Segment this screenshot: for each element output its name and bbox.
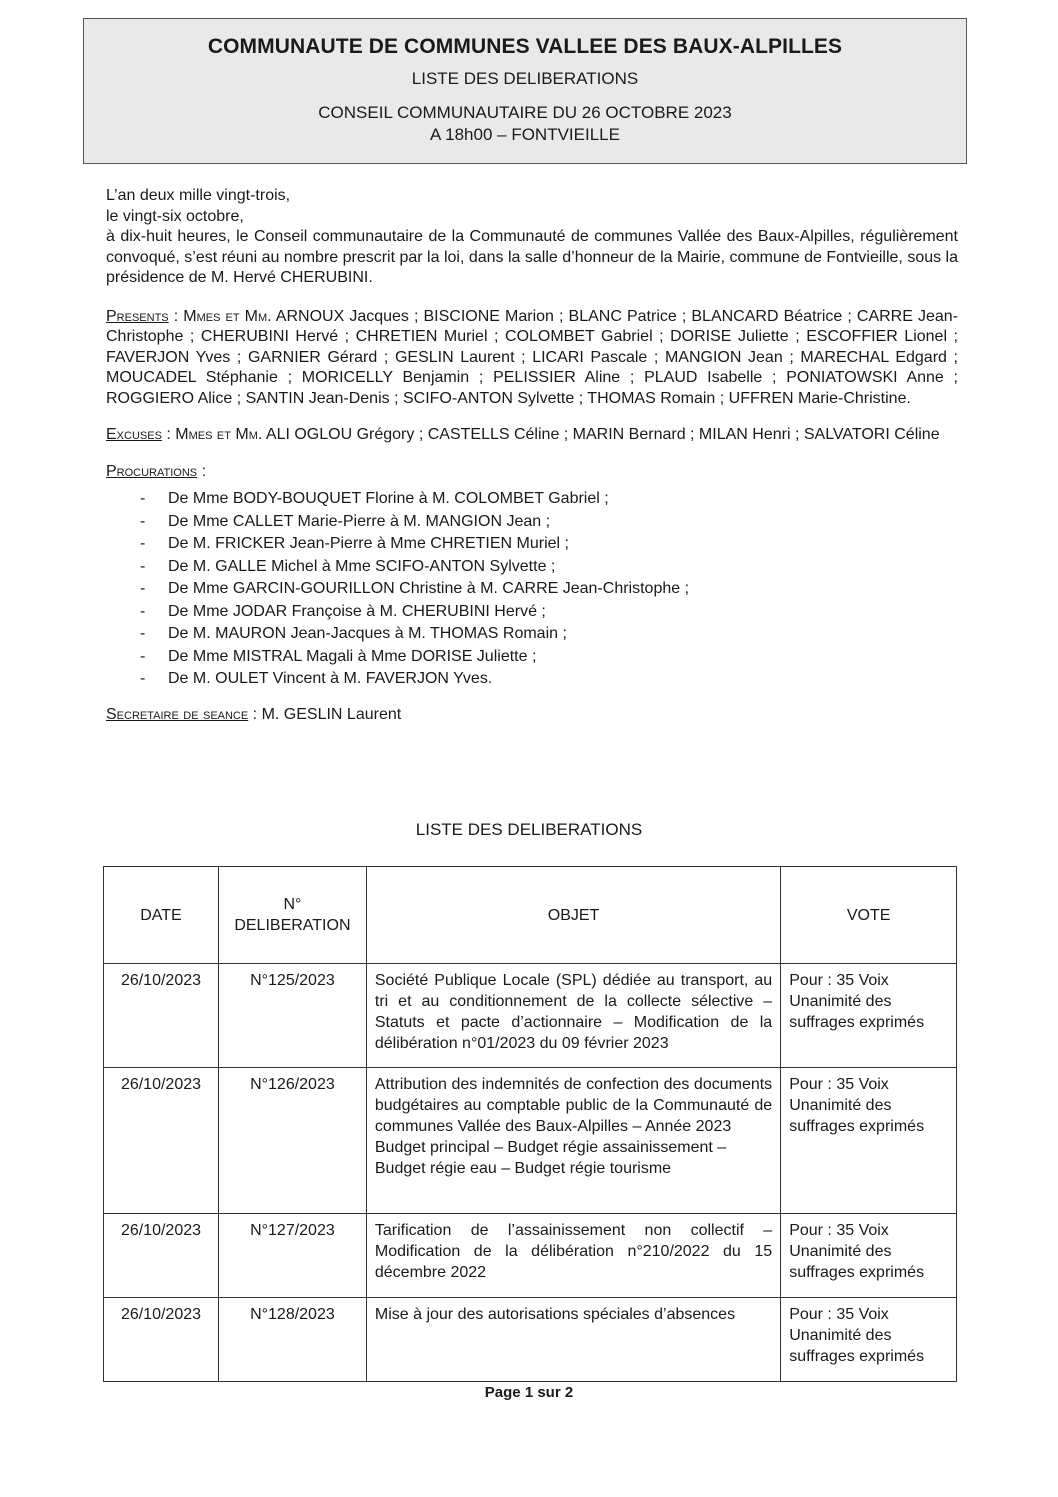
intro-line-1: L’an deux mille vingt-trois,	[106, 187, 291, 204]
vote-result: Unanimité des suffrages exprimés	[789, 1327, 925, 1365]
session-time-place: A 18h00 – FONTVIEILLE	[430, 125, 620, 144]
session-date: CONSEIL COMMUNAUTAIRE DU 26 OCTOBRE 2023	[318, 103, 732, 122]
cell-date: 26/10/2023	[104, 1298, 219, 1382]
cell-num: N°125/2023	[218, 964, 366, 1068]
org-title: COMMUNAUTE DE COMMUNES VALLEE DES BAUX-ALPILLES	[207, 35, 843, 58]
cell-objet	[366, 1068, 780, 1214]
procurations-section: Procurations : - De Mme BODY-BOUQUET Florine à M. COLOMBET Gabriel ; - De Mme CALLET Marie-Pierre à M. MANGION Jean ; - De M. FRICKER Jean-Pierre à Mme CHRETIEN Muriel ; - De M. GALLE Michel à Mme SCIFO-ANTON Sylvette ; - De Mme GARCIN-GOURILLON Christine à M. CARRE Jean-Christophe ; - De Mme JODAR Françoise à M. CHERUBINI Hervé ; - De M. MAURON Jean-Jacques à M. THOMAS Romain ; - De Mme MISTRAL Magali à Mme DORISE Juliette ; - De M. OULET Vincent à M. FAVERJON Yves.	[106, 462, 958, 691]
procuration-item: - De Mme MISTRAL Magali à Mme DORISE Juliette ;	[106, 646, 958, 669]
cell-vote	[781, 1298, 957, 1382]
cell-date: 26/10/2023	[104, 1214, 219, 1298]
vote-count: Pour : 35 Voix	[789, 1306, 889, 1323]
header-date: DATE	[104, 867, 219, 964]
cell-num: N°128/2023	[218, 1298, 366, 1382]
excuses-section: Excuses : Mmes et Mm. ALI OGLOU Grégory ; CASTELLS Céline ; MARIN Bernard ; MILAN Henri ; SALVATORI Céline	[106, 426, 940, 443]
presents-section: Presents : Mmes et Mm. ARNOUX Jacques ; BISCIONE Marion ; BLANC Patrice ; BLANCARD Béatrice ; CARRE Jean-Christophe ; CHERUBINI Hervé ; CHRETIEN Muriel ; COLOMBET Gabriel ; DORISE Juliette ; ESCOFFIER Lionel ; FAVERJON Yves ; GARNIER Gérard ; GESLIN Laurent ; LICARI Pascale ; MANGION Jean ; MARECHAL Edgard ; MOUCADEL Stéphanie ; MORICELLY Benjamin ; PELISSIER Aline ; PLAUD Isabelle ; PONIATOWSKI Anne ; ROGGIERO Alice ; SANTIN Jean-Denis ; SCIFO-ANTON Sylvette ; THOMAS Romain ; UFFREN Marie-Christine.	[106, 307, 958, 407]
secretaire-value: M. GESLIN Laurent	[261, 705, 402, 723]
table-row	[104, 1068, 957, 1214]
cell-vote	[781, 964, 957, 1068]
secretaire-section: Secretaire de seance : M. GESLIN Laurent	[106, 705, 402, 723]
presents-prefix: Mmes et Mm.	[183, 307, 272, 325]
cell-objet: Société Publique Locale (SPL) dédiée au transport, au tri et au conditionnement de la collecte sélective – Statuts et pacte d’actionnaire – Modification de la délibération n°01/2023 du 09 février 2023	[366, 964, 780, 1068]
excuses-list: ALI OGLOU Grégory ; CASTELLS Céline ; MARIN Bernard ; MILAN Henri ; SALVATORI Céline	[265, 426, 940, 443]
procuration-item: - De Mme GARCIN-GOURILLON Christine à M. CARRE Jean-Christophe ;	[106, 578, 958, 601]
cell-objet: Mise à jour des autorisations spéciales d’absences	[366, 1298, 780, 1382]
procuration-item: - De Mme CALLET Marie-Pierre à M. MANGION Jean ;	[106, 511, 958, 534]
vote-result: Unanimité des suffrages exprimés	[789, 993, 925, 1031]
intro-paragraph: à dix-huit heures, le Conseil communautaire de la Communauté de communes Vallée des Baux-Alpilles, régulièrement convoqué, s’est réuni au nombre prescrit par la loi, dans la salle d’honneur de la Mairie, commune de Fontvieille, sous la présidence de M. Hervé CHERUBINI.	[106, 228, 959, 286]
procurations-list	[106, 488, 958, 691]
presents-list: ARNOUX Jacques ; BISCIONE Marion ; BLANC Patrice ; BLANCARD Béatrice ; CARRE Jean-Christophe ; CHERUBINI Hervé ; CHRETIEN Muriel ; COLOMBET Gabriel ; DORISE Juliette ; ESCOFFIER Lionel ; FAVERJON Yves ; GARNIER Gérard ; GESLIN Laurent ; LICARI Pascale ; MANGION Jean ; MARECHAL Edgard ; MOUCADEL Stéphanie ; MORICELLY Benjamin ; PELISSIER Aline ; PLAUD Isabelle ; PONIATOWSKI Anne ; ROGGIERO Alice ; SANTIN Jean-Denis ; SCIFO-ANTON Sylvette ; THOMAS Romain ; UFFREN Marie-Christine.	[106, 307, 958, 407]
cell-num: N°127/2023	[218, 1214, 366, 1298]
table-row	[104, 1214, 957, 1298]
objet-text: Attribution des indemnités de confection des documents budgétaires au comptable public de la Communauté de communes Vallée des Baux-Alpilles – Année 2023	[374, 1076, 773, 1135]
table-row	[104, 964, 957, 1068]
header-box	[83, 18, 967, 164]
deliberations-table	[103, 866, 957, 1382]
excuses-prefix: Mmes et Mm.	[175, 426, 263, 443]
procuration-item: - De M. OULET Vincent à M. FAVERJON Yves.	[106, 668, 958, 691]
table-header-row	[104, 867, 957, 964]
intro-line-2: le vingt-six octobre,	[106, 207, 244, 225]
vote-count: Pour : 35 Voix	[789, 972, 889, 989]
deliberations-list-title: LISTE DES DELIBERATIONS	[415, 820, 643, 839]
header-vote: VOTE	[781, 867, 957, 964]
vote-result: Unanimité des suffrages exprimés	[789, 1243, 925, 1281]
intro	[106, 186, 958, 289]
procuration-item: - De Mme BODY-BOUQUET Florine à M. COLOMBET Gabriel ;	[106, 488, 958, 511]
vote-count: Pour : 35 Voix	[789, 1222, 889, 1239]
cell-date: 26/10/2023	[104, 1068, 219, 1214]
document-body	[106, 186, 958, 725]
procuration-item: - De Mme JODAR Françoise à M. CHERUBINI Hervé ;	[106, 601, 958, 624]
page-number: Page 1 sur 2	[484, 1384, 574, 1401]
vote-count: Pour : 35 Voix	[789, 1076, 889, 1093]
presents-label: Presents	[106, 307, 169, 325]
header-objet: OBJET	[366, 867, 780, 964]
secretaire-label: Secretaire de seance	[106, 705, 249, 723]
cell-num: N°126/2023	[218, 1068, 366, 1214]
cell-vote	[781, 1214, 957, 1298]
cell-objet: Tarification de l’assainissement non collectif – Modification de la délibération n°210/2022 du 15 décembre 2022	[366, 1214, 780, 1298]
list-title-header: LISTE DES DELIBERATIONS	[411, 69, 639, 88]
procuration-item: - De M. GALLE Michel à Mme SCIFO-ANTON Sylvette ;	[106, 556, 958, 579]
procuration-item: - De M. FRICKER Jean-Pierre à Mme CHRETIEN Muriel ;	[106, 533, 958, 556]
vote-result: Unanimité des suffrages exprimés	[789, 1097, 925, 1135]
objet-text-2: Budget principal – Budget régie assainissement – Budget régie eau – Budget régie tourisme	[374, 1139, 727, 1177]
cell-vote	[781, 1068, 957, 1214]
cell-date: 26/10/2023	[104, 964, 219, 1068]
header-num	[218, 867, 366, 964]
excuses-label: Excuses	[106, 426, 162, 443]
session-info	[84, 102, 966, 146]
header-num-line1: N°	[283, 896, 302, 913]
header-num-line2: DELIBERATION	[234, 917, 351, 934]
procuration-item: - De M. MAURON Jean-Jacques à M. THOMAS Romain ;	[106, 623, 958, 646]
table-row	[104, 1298, 957, 1382]
procurations-label: Procurations	[106, 462, 198, 480]
